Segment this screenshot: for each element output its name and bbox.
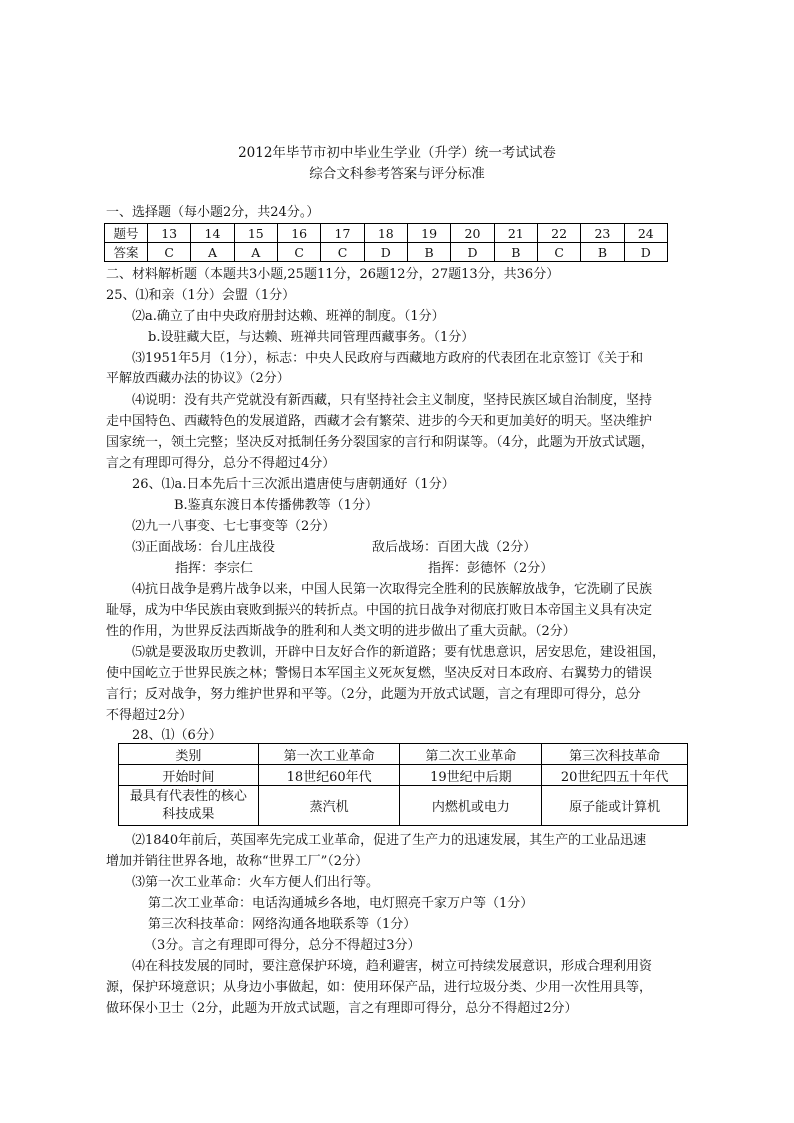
answer-line: b.设驻藏大臣，与达赖、班禅共同管理西藏事务。（1分）: [148, 330, 475, 345]
answer-line: ⑷说明：没有共产党就没有新西藏，只有坚持社会主义制度，坚持民族区域自治制度，坚持: [132, 393, 653, 408]
section1-heading: 一、选择题（每小题2分，共24分。）: [106, 205, 320, 220]
rear-commander: 指挥：彭德怀（2分）: [428, 561, 554, 576]
answer-line: 言之有理即可得分，总分不得超过4分）: [106, 456, 336, 471]
question-number: 16: [277, 224, 320, 243]
question-number: 21: [494, 224, 537, 243]
industrial-revolution-table: [118, 743, 688, 826]
table-cell: 蒸汽机: [258, 786, 400, 826]
answer-line: ⑵1840年前后，英国率先完成工业革命，促进了生产力的迅速发展，其生产的工业品迅速: [132, 833, 647, 848]
answer-line: ⑸就是要汲取历史教训，开辟中日友好合作的新道路；要有忧患意识，居安思危，建设祖国，: [132, 645, 666, 660]
header-cell: 第二次工业革命: [400, 744, 542, 765]
answer-cell: D: [624, 243, 667, 262]
answer-row: [105, 243, 668, 262]
answer-line: 源，保护环境意识；从身边小事做起，如：使用环保产品，进行垃圾分类、少用一次性用具等，: [106, 980, 653, 995]
answer-line: ⑵九一八事变、七七事变等（2分）: [132, 519, 336, 534]
answer-cell: B: [581, 243, 624, 262]
question-number: 13: [148, 224, 191, 243]
question-number: 23: [581, 224, 624, 243]
answer-line: 第三次科技革命：网络沟通各地联系等（1分）: [148, 917, 417, 932]
answer-line: ⑶第一次工业革命：火车方便人们出行等。: [132, 875, 380, 890]
answer-line: 国家统一，领土完整；坚决反对抵制任务分裂国家的言行和阴谋等。（4分，此题为开放式试题，: [106, 435, 654, 450]
answer-line: 25、⑴和亲（1分）会盟（1分）: [106, 288, 296, 303]
header-cell: 第三次科技革命: [542, 744, 688, 765]
answer-cell: A: [191, 243, 234, 262]
row-label-line: 科技成果: [162, 806, 215, 822]
row-label-cell: 开始时间: [119, 765, 259, 786]
answer-cell: B: [407, 243, 450, 262]
question-number: 19: [407, 224, 450, 243]
answer-line: 做环保小卫士（2分，此题为开放式试题，言之有理即可得分，总分不得超过2分）: [106, 1001, 578, 1016]
answer-cell: C: [537, 243, 580, 262]
rear-battle: 敌后战场：百团大战（2分）: [372, 540, 537, 555]
header-cell: 第一次工业革命: [258, 744, 400, 765]
row-label-answer: 答案: [105, 243, 148, 262]
question-number: 14: [191, 224, 234, 243]
answer-line: ⑷抗日战争是鸦片战争以来，中国人民第一次取得完全胜利的民族解放战争，它洗刷了民族: [132, 582, 653, 597]
table-cell: 内燃机或电力: [400, 786, 542, 826]
question-number: 20: [451, 224, 494, 243]
answer-line: 言行；反对战争，努力维护世界和平等。（2分，此题为开放式试题，言之有理即可得分，总分: [106, 687, 641, 702]
answer-cell: B: [494, 243, 537, 262]
table-row: [119, 786, 688, 826]
front-commander: 指挥：李宗仁: [175, 561, 254, 576]
multiple-choice-table: [104, 223, 668, 262]
answer-line: ⑷在科技发展的同时，要注意保护环境，趋利避害，树立可持续发展意识，形成合理利用资: [132, 959, 653, 974]
answer-line: 增加并销往世界各地，故称“世界工厂”（2分）: [106, 854, 369, 869]
row-label-cell: [119, 786, 259, 826]
document-title: 2012年毕节市初中毕业生学业（升学）统一考试试卷: [238, 145, 556, 161]
table-cell: 18世纪60年代: [258, 765, 400, 786]
answer-cell: D: [364, 243, 407, 262]
answer-line: ⑶1951年5月（1分），标志：中央人民政府与西藏地方政府的代表团在北京签订《关于和: [132, 351, 644, 366]
question-number: 15: [234, 224, 277, 243]
answer-line: B.鉴真东渡日本传播佛教等（1分）: [174, 498, 378, 513]
header-cell: 类别: [119, 744, 259, 765]
answer-cell: C: [277, 243, 320, 262]
answer-cell: A: [234, 243, 277, 262]
section2-heading: 二、材料解析题（本题共3小题,25题11分，26题12分，27题13分，共36分）: [106, 267, 560, 282]
question-number-row: [105, 224, 668, 243]
row-label-line: 最具有代表性的核心: [129, 788, 247, 804]
question-number: 17: [321, 224, 364, 243]
answer-line: （3分。言之有理即可得分，总分不得超过3分）: [144, 938, 421, 953]
table-row: [119, 765, 688, 786]
table-cell: 20世纪四五十年代: [542, 765, 688, 786]
answer-line: 耻辱，成为中华民族由衰败到振兴的转折点。中国的抗日战争对彻底打败日本帝国主义具有决定: [106, 603, 653, 618]
answer-line: 平解放西藏办法的协议》（2分）: [106, 371, 290, 386]
answer-line: 走中国特色、西藏特色的发展道路，西藏才会有繁荣、进步的今天和更加美好的明天。坚决维护: [106, 414, 653, 429]
answer-line: 28、⑴（6分）: [132, 728, 222, 743]
table-cell: 19世纪中后期: [400, 765, 542, 786]
front-battle: ⑶正面战场：台儿庄战役: [132, 540, 276, 555]
row-label-question: 题号: [105, 224, 148, 243]
answer-cell: D: [451, 243, 494, 262]
answer-line: 性的作用，为世界反法西斯战争的胜利和人类文明的进步做出了重大贡献。（2分）: [106, 624, 576, 639]
answer-cell: C: [148, 243, 191, 262]
table-header-row: [119, 744, 688, 765]
answer-line: 不得超过2分）: [106, 708, 193, 723]
answer-line: 26、⑴a.日本先后十三次派出遣唐使与唐朝通好（1分）: [132, 477, 455, 492]
question-number: 22: [537, 224, 580, 243]
answer-line: 使中国屹立于世界民族之林；警惕日本军国主义死灰复燃，坚决反对日本政府、右翼势力的错误: [106, 666, 653, 681]
table-cell: 原子能或计算机: [542, 786, 688, 826]
answer-line: ⑵a.确立了由中央政府册封达赖、班禅的制度。（1分）: [132, 309, 445, 324]
answer-line: 第二次工业革命：电话沟通城乡各地，电灯照亮千家万户等（1分）: [148, 896, 534, 911]
document-subtitle: 综合文科参考答案与评分标准: [309, 166, 485, 182]
question-number: 18: [364, 224, 407, 243]
answer-cell: C: [321, 243, 364, 262]
question-number: 24: [624, 224, 667, 243]
